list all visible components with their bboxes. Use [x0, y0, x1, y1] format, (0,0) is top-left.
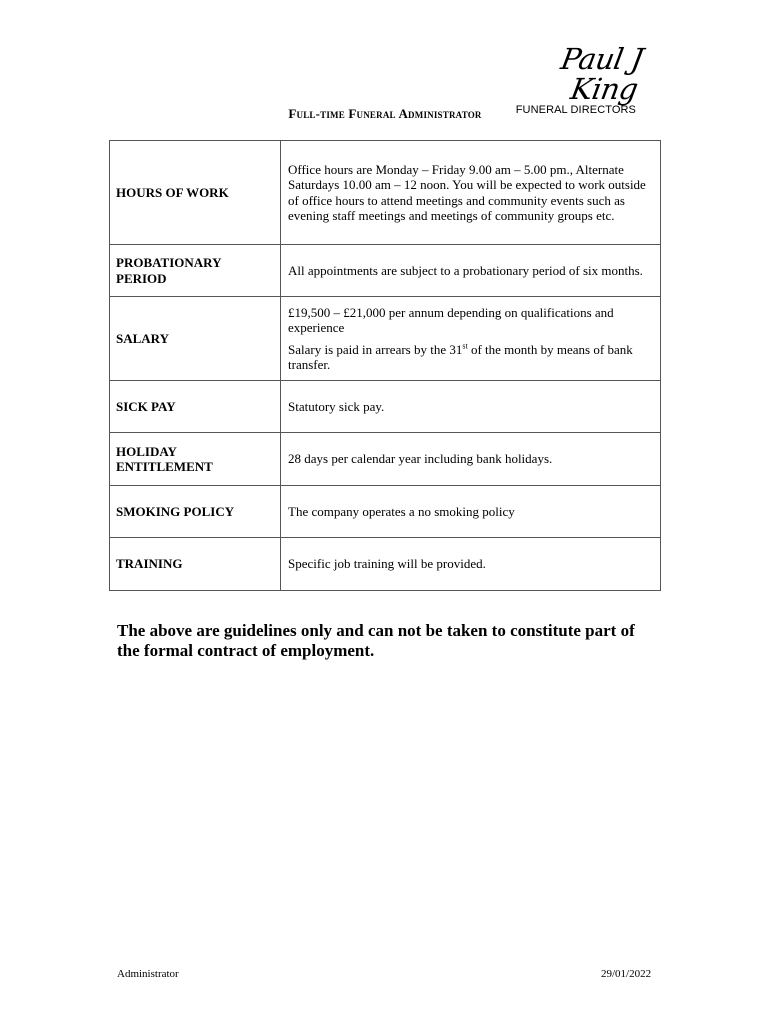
row-label: SMOKING POLICY	[110, 486, 281, 538]
row-label: SALARY	[110, 297, 281, 381]
row-label: TRAINING	[110, 538, 281, 591]
row-label: HOURS OF WORK	[110, 141, 281, 245]
salary-note-text: Salary is paid in arrears by the 31	[288, 341, 463, 357]
row-label: PROBATIONARY PERIOD	[110, 245, 281, 297]
row-paragraph: All appointments are subject to a probationary period of six months.	[288, 262, 643, 278]
job-details-table	[109, 140, 661, 591]
row-value	[281, 141, 661, 245]
table-row	[110, 433, 661, 486]
table-row	[110, 381, 661, 433]
document-title: Full-time Funeral Administrator	[288, 106, 482, 121]
row-paragraph: The company operates a no smoking policy	[288, 503, 515, 519]
table-row	[110, 486, 661, 538]
salary-payment-note	[288, 342, 654, 373]
salary-note-text-end: of the month by means of bank transfer.	[288, 341, 633, 372]
table-row	[110, 141, 661, 245]
table-row	[110, 538, 661, 591]
ordinal-suffix: st	[462, 341, 468, 351]
row-value	[281, 433, 661, 486]
logo-script-name: Paul J King	[558, 42, 646, 106]
row-value	[281, 245, 661, 297]
table-row	[110, 297, 661, 381]
disclaimer-text: The above are guidelines only and can not be taken to constitute part of the formal contract of employment.	[117, 621, 635, 660]
table-row	[110, 245, 661, 297]
row-label: HOLIDAY ENTITLEMENT	[110, 433, 281, 486]
row-value	[281, 381, 661, 433]
footer-date: 29/01/2022	[601, 968, 652, 980]
row-value	[281, 486, 661, 538]
row-paragraph: Specific job training will be provided.	[288, 556, 486, 572]
row-label: SICK PAY	[110, 381, 281, 433]
row-paragraph: Statutory sick pay.	[288, 398, 385, 414]
row-paragraph: 28 days per calendar year including bank holidays.	[288, 451, 553, 467]
logo-subtitle: FUNERAL DIRECTORS	[515, 104, 636, 116]
row-paragraph: £19,500 – £21,000 per annum depending on qualifications and experience	[288, 304, 614, 335]
row-paragraph: Office hours are Monday – Friday 9.00 am – 5.00 pm., Alternate Saturdays 10.00 am – 12 noon. You will be expected to work outside of office hours to attend meetings and community events such as evening staff meetings and meetings of community groups etc.	[288, 161, 646, 223]
row-value	[281, 297, 661, 381]
row-value	[281, 538, 661, 591]
footer-document-name: Administrator	[117, 968, 179, 980]
